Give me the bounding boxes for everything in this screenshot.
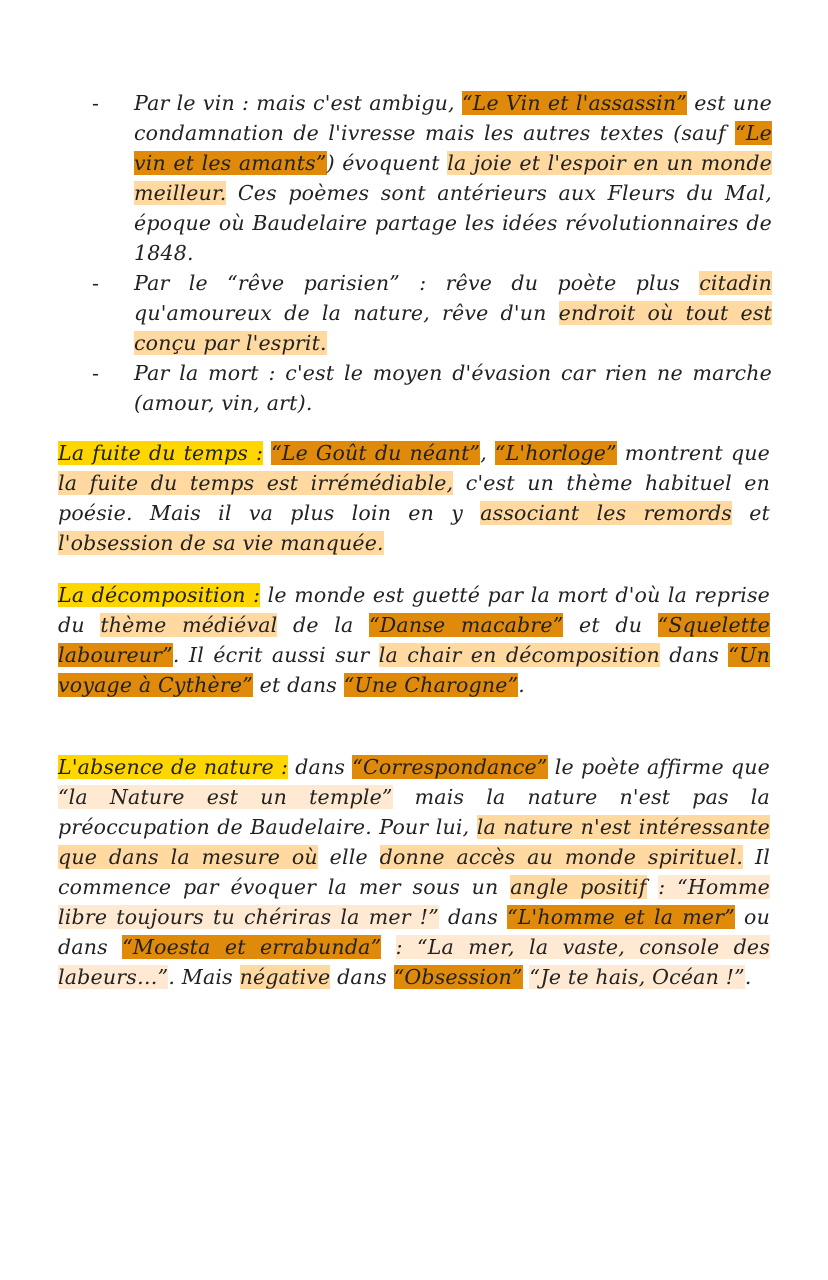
bullet-dash: -	[92, 361, 100, 385]
text-run: Ces poèmes sont antérieurs aux Fleurs du Mal, époque où Baudelaire partage les idées révolutionnaires de 1848.	[134, 181, 772, 265]
highlight-phrase: donne accès au monde spirituel.	[379, 845, 744, 869]
highlight-title: “Danse macabre”	[369, 613, 564, 637]
highlight-quote: : “La mer, la vaste, console des labeurs…”	[58, 935, 770, 989]
highlight-phrase: associant les remords	[480, 501, 733, 525]
section-heading: La décomposition :	[58, 583, 261, 607]
text-run: Par le “rêve parisien” : rêve du poète plus	[134, 271, 700, 295]
text-run: elle	[317, 845, 380, 869]
bullet-dash: -	[92, 271, 100, 295]
text-run: le monde est guetté par la mort d'où la reprise du	[58, 583, 771, 637]
text-run: montrent que	[616, 441, 771, 465]
text-run: qu'amoureux de la nature, rêve d'un	[134, 301, 559, 325]
highlight-phrase: l'obsession de sa vie manquée.	[58, 531, 384, 555]
highlight-title: “Moesta et errabunda”	[122, 935, 382, 959]
text-run: ,	[480, 441, 495, 465]
text-run	[647, 875, 659, 899]
text-run: dans	[659, 643, 729, 667]
text-run: . Il écrit aussi sur	[172, 643, 379, 667]
text-run: dans	[288, 755, 353, 779]
highlight-title: “Une Charogne”	[343, 673, 519, 697]
text-run: ou dans	[58, 905, 770, 959]
text-run: c'est un thème habituel en poésie. Mais il va plus loin en y	[58, 471, 770, 525]
text-run: et dans	[252, 673, 344, 697]
text-run: et	[732, 501, 770, 525]
highlight-phrase: la nature n'est intéressante que dans la mesure où	[58, 815, 770, 869]
text-run: .	[744, 965, 752, 989]
text-run: dans	[330, 965, 394, 989]
bullet-list	[92, 88, 772, 418]
bullet-item-vin	[92, 88, 772, 268]
paragraph-fuite-du-temps	[58, 438, 770, 558]
highlight-title: “Un voyage à Cythère”	[58, 643, 770, 697]
highlight-phrase: angle positif	[510, 875, 647, 899]
text-run: le poète affirme que	[547, 755, 770, 779]
highlight-phrase: négative	[239, 965, 331, 989]
highlight-title: “Le Vin et l'assassin”	[461, 91, 688, 115]
highlight-title: “L'homme et la mer”	[507, 905, 735, 929]
bullet-item-mort	[92, 358, 772, 418]
text-run: dans	[438, 905, 508, 929]
text-run: Il commence par évoquer la mer sous un	[58, 845, 771, 899]
text-run: Par la mort : c'est le moyen d'évasion car rien ne marche (amour, vin, art).	[134, 361, 772, 415]
bullet-dash: -	[92, 91, 100, 115]
highlight-phrase: la fuite du temps est irrémédiable,	[58, 471, 454, 495]
text-run	[381, 935, 395, 959]
highlight-title: “Obsession”	[393, 965, 523, 989]
text-run: de la	[277, 613, 370, 637]
highlight-title: “Correspondance”	[352, 755, 548, 779]
section-heading: L'absence de nature :	[58, 755, 289, 779]
text-run: Par le vin : mais c'est ambigu,	[134, 91, 462, 115]
highlight-title: “Le vin et les amants”	[134, 121, 772, 175]
highlight-phrase: endroit où tout est conçu par l'esprit.	[134, 301, 772, 355]
text-run: est une condamnation de l'ivresse mais les autres textes (sauf	[134, 91, 772, 145]
text-run: .	[518, 673, 526, 697]
highlight-quote: “Je te hais, Océan !”	[529, 965, 745, 989]
highlight-phrase: la chair en décomposition	[378, 643, 660, 667]
section-heading: La fuite du temps :	[58, 441, 264, 465]
highlight-quote: “la Nature est un temple”	[58, 785, 393, 809]
highlight-quote: : “Homme libre toujours tu chériras la mer !”	[58, 875, 771, 929]
highlight-phrase: la joie et l'espoir en un monde meilleur.	[134, 151, 772, 205]
text-run: . Mais	[168, 965, 240, 989]
paragraph-decomposition	[58, 580, 770, 700]
highlight-phrase: citadin	[699, 271, 772, 295]
bullet-item-reve	[92, 268, 772, 358]
highlight-title: “Le Goût du néant”	[271, 441, 481, 465]
paragraph-absence-de-nature	[58, 752, 770, 992]
highlight-title: “Squelette laboureur”	[58, 613, 770, 667]
text-run: et du	[563, 613, 658, 637]
highlight-title: “L'horloge”	[494, 441, 617, 465]
text-run: ) évoquent	[326, 151, 448, 175]
text-run: mais la nature n'est pas la préoccupation de Baudelaire. Pour lui,	[58, 785, 770, 839]
highlight-phrase: thème médiéval	[100, 613, 278, 637]
